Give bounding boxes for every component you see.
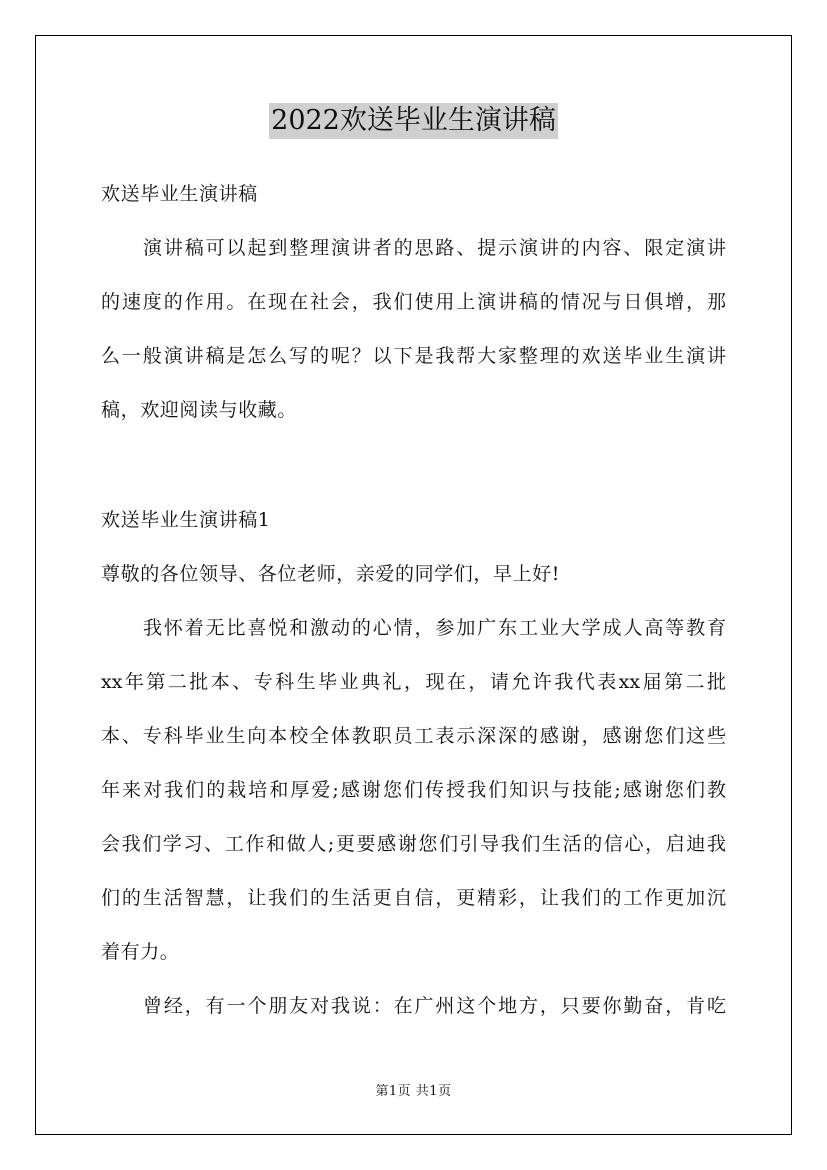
title-container (0, 103, 827, 139)
document-title: 2022欢送毕业生演讲稿 (269, 103, 558, 139)
paragraph-line: 们的生活智慧，让我们的生活更自信，更精彩，让我们的工作更加沉 (101, 887, 726, 909)
intro-line: 演讲稿可以起到整理演讲者的思路、提示演讲的内容、限定演讲 (143, 237, 726, 259)
intro-line: 的速度的作用。在现在社会，我们使用上演讲稿的情况与日俱增，那 (101, 291, 726, 313)
paragraph-line: 年来对我们的栽培和厚爱;感谢您们传授我们知识与技能;感谢您们教 (101, 779, 726, 801)
paragraph-line: 我怀着无比喜悦和激动的心情，参加广东工业大学成人高等教育 (143, 617, 726, 639)
page-number-footer: 第1页 共1页 (375, 1084, 452, 1099)
intro-line: 么一般演讲稿是怎么写的呢？以下是我帮大家整理的欢送毕业生演讲 (101, 345, 726, 367)
paragraph-line: xx年第二批本、专科生毕业典礼，现在，请允许我代表xx届第二批 (101, 671, 726, 693)
intro-line: 稿，欢迎阅读与收藏。 (101, 399, 298, 421)
document-subtitle: 欢送毕业生演讲稿 (101, 183, 258, 205)
paragraph-line: 曾经，有一个朋友对我说：在广州这个地方，只要你勤奋，肯吃 (143, 995, 726, 1017)
paragraph-line: 会我们学习、工作和做人;更要感谢您们引导我们生活的信心，启迪我 (101, 833, 726, 855)
greeting-line: 尊敬的各位领导、各位老师，亲爱的同学们，早上好! (101, 563, 561, 585)
paragraph-line: 着有力。 (101, 941, 180, 963)
paragraph-line: 本、专科毕业生向本校全体教职员工表示深深的感谢，感谢您们这些 (101, 725, 726, 747)
section-heading: 欢送毕业生演讲稿1 (101, 509, 271, 531)
